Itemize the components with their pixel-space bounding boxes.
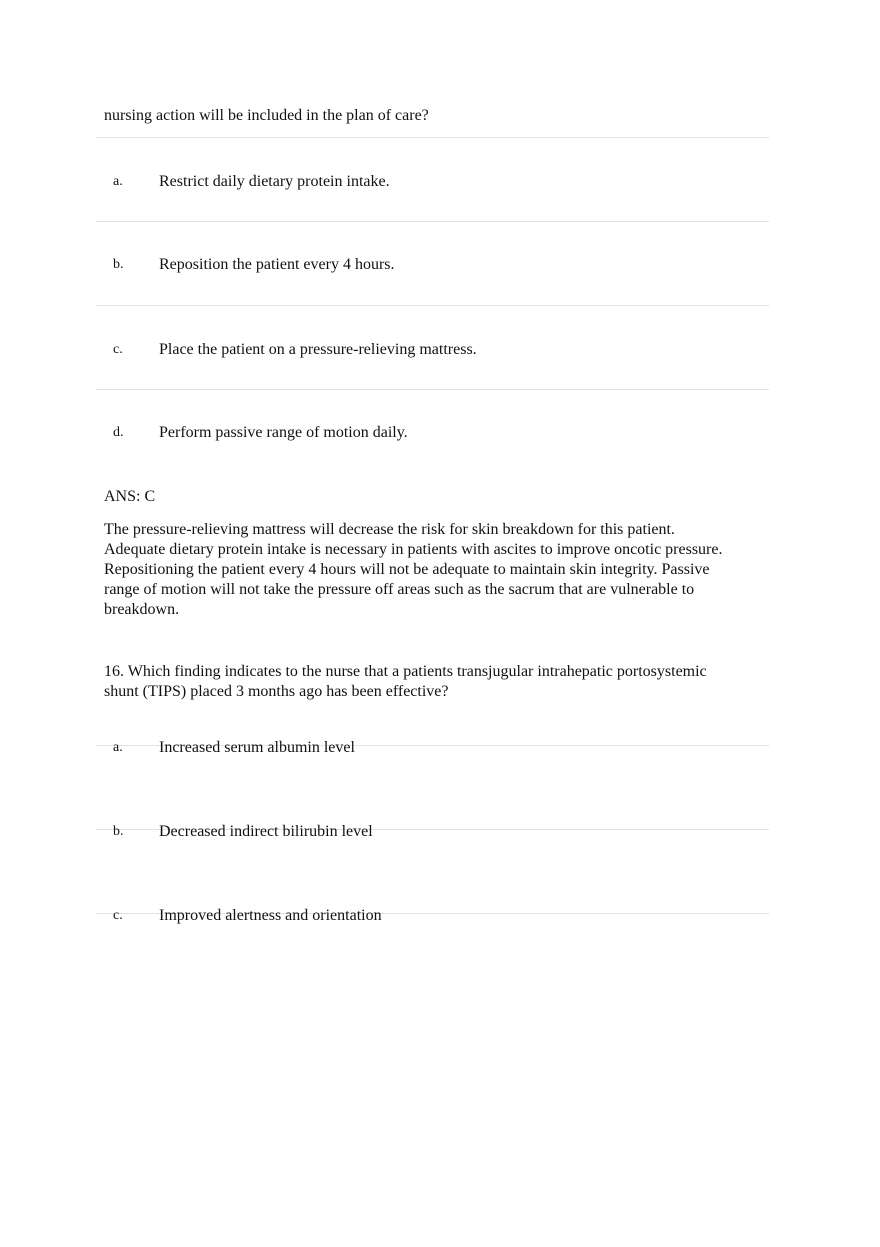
- question-stem-continuation: nursing action will be included in the plan of care?: [104, 107, 429, 124]
- rationale-line: range of motion will not take the pressure off areas such as the sacrum that are vulnerable to: [104, 581, 695, 598]
- rationale-line: The pressure-relieving mattress will decrease the risk for skin breakdown for this patient.: [104, 521, 675, 538]
- question-16: [104, 662, 784, 702]
- divider: [96, 221, 769, 222]
- option-letter-c: c.: [113, 908, 123, 923]
- option-text-d: Perform passive range of motion daily.: [159, 424, 408, 441]
- question-line: shunt (TIPS) placed 3 months ago has been effective?: [104, 683, 449, 700]
- option-letter-a: a.: [113, 740, 123, 755]
- answer-key: ANS: C: [104, 488, 156, 505]
- option-letter-d: d.: [113, 425, 124, 440]
- divider: [96, 389, 769, 390]
- option-letter-b: b.: [113, 824, 124, 839]
- option-text-a: Increased serum albumin level: [159, 739, 355, 756]
- option-text-c: Improved alertness and orientation: [159, 907, 382, 924]
- divider: [96, 305, 769, 306]
- rationale-line: Repositioning the patient every 4 hours will not be adequate to maintain skin integrity. Passive: [104, 561, 710, 578]
- divider: [96, 137, 769, 138]
- option-letter-b: b.: [113, 257, 124, 272]
- rationale: [104, 520, 784, 620]
- rationale-line: Adequate dietary protein intake is necessary in patients with ascites to improve oncotic pressure.: [104, 541, 723, 558]
- option-text-b: Decreased indirect bilirubin level: [159, 823, 373, 840]
- question-line: 16. Which finding indicates to the nurse that a patients transjugular intrahepatic portosystemic: [104, 663, 707, 680]
- option-letter-c: c.: [113, 342, 123, 357]
- option-text-a: Restrict daily dietary protein intake.: [159, 173, 390, 190]
- option-letter-a: a.: [113, 174, 123, 189]
- option-text-c: Place the patient on a pressure-relieving mattress.: [159, 341, 477, 358]
- option-text-b: Reposition the patient every 4 hours.: [159, 256, 395, 273]
- rationale-line: breakdown.: [104, 601, 180, 618]
